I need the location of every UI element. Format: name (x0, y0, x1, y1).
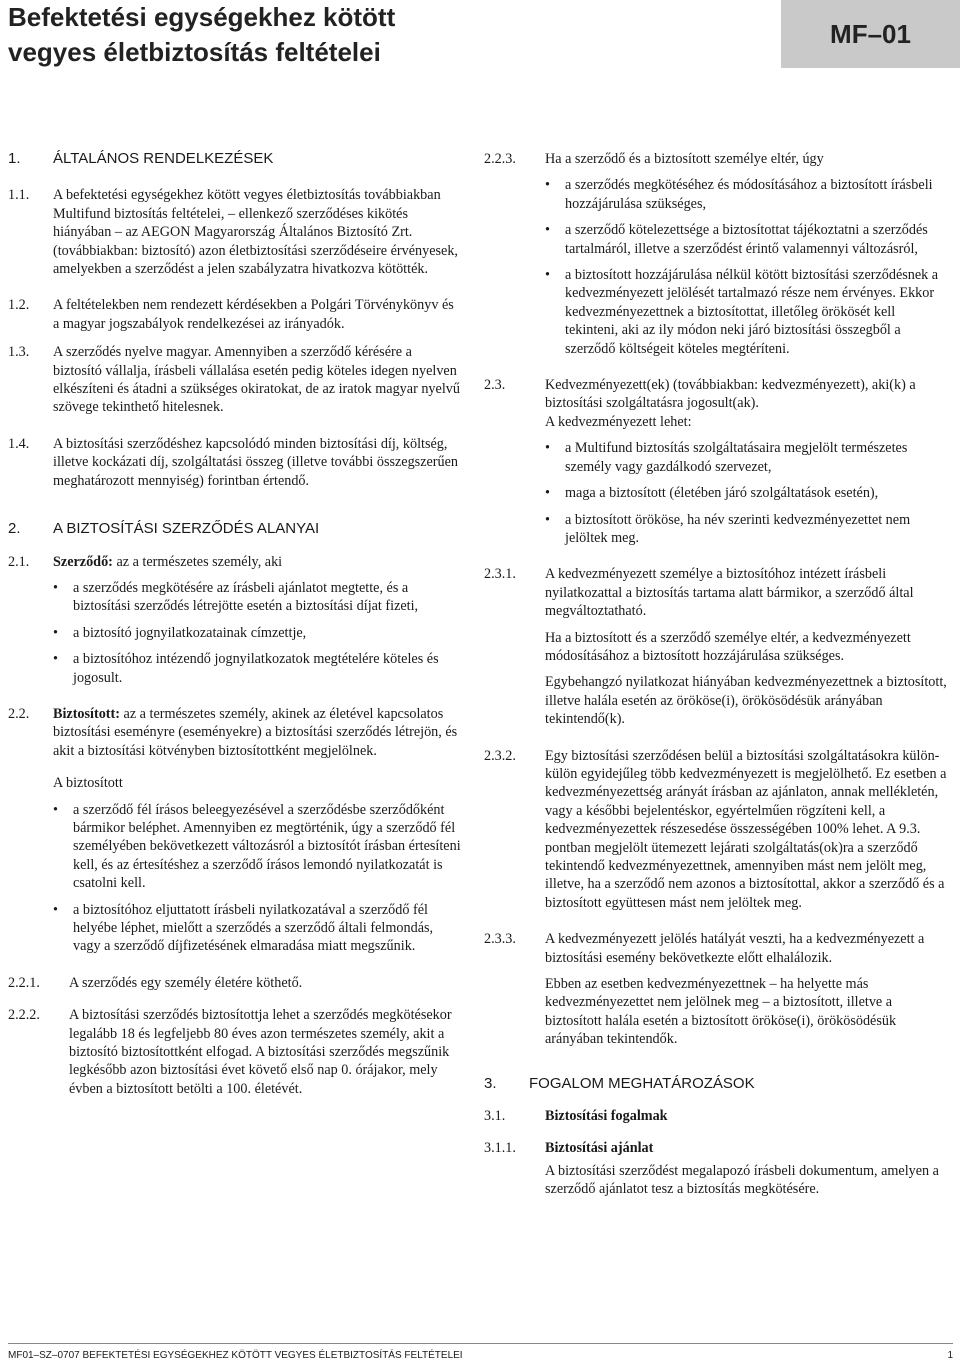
list-item: • a szerződés megkötéséhez és módosításához a biztosított írásbeli hozzájárulása szükséges, (545, 176, 949, 213)
list-item: • a szerződő fél írásos beleegyezésével a szerződésbe szerződőként bármikor beléphet. Amennyiben ez megtörténik, úgy a szerződő fél személyében bekövetkezett változásról a biztosítót írásban értesíteni kell, és az értesítéshez a szerződő írásos lemondó nyilatkozatát is csatolni kell. (53, 801, 463, 893)
clause-2-2-3: 2.2.3. Ha a szerződő és a biztosított személye eltér, úgy • a szerződés megkötéséhez és módosításához a biztosított írásbeli hozzájárulása szükséges, • a szerződő kötelezettsége a biztosítottat tájékoztatni a szerződés tartalmáról, illetve a szerződést érintő valamennyi változásról, • a biztosított hozzájárulása nélkül kötött biztosítási szerződésnek a kedvezményezett jelölését tartalmazó része nem érvényes. Ekkor kedvezményezettnek a biztosítottat, illetőleg örökösét kell tekinteni, aki az ily módon neki járó biztosítási összegből a szerződő költségeit köteles megtéríteni. (484, 150, 949, 358)
title-line-1: Befektetési egységekhez kötött (8, 2, 396, 32)
list-item: • a biztosított örököse, ha név szerinti kedvezményezettet nem jelöltek meg. (545, 511, 949, 548)
clause-1-4: 1.4. A biztosítási szerződéshez kapcsolódó minden biztosítási díj, költség, illetve kockázati díj, szolgáltatási összeg (illetve további összegszerűen meghatározott mennyiség) forintban értendő. (8, 435, 458, 489)
clause-1-1: 1.1. A befektetési egységekhez kötött vegyes életbiztosítás továbbiakban Multifund biztosítás feltételei, – ellenkező szerződéses kikötés hiányában – az AEGON Magyarország Általános Biztosító Zrt. (továbbiakban: biztosító) azon életbiztosítási szerződéseire érvényesek, amelyekben a szerződést a jelen szabályzatra hivatkozva kötötték. (8, 187, 458, 278)
clause-2-3-2: 2.3.2. Egy biztosítási szerződésen belül a biztosítási szolgáltatásokra külön-külön egyidejűleg több kedvezményezett is megjelölhető. Ez esetben a kedvezményezettség arányát írásban az ajánlaton, annak mellékletén, vagy a későbbi bejelentéskor, egyértelműen rögzíteni kell, a kedvezményezettek részesedése összességében 100% lehet. A 9.3. pontban megjelölt ütemezett lejárati szolgáltatás(ok)ra a szerződő tekintendő kedvezményezettnek, amennyiben mást nem jelölt meg, illetve, ha a szerződő nem azonos a biztosítottal, akkor a szerződő és a biztosított együttesen mást nem jelöltek meg. (484, 747, 947, 911)
clause-2-3-1: 2.3.1. A kedvezményezett személye a biztosítóhoz intézett írásbeli nyilatkozattal a biztosítás tartama alatt bármikor, a szerződő által megváltoztatható. Ha a biztosított és a szerződő személye eltér, a kedvezményezett módosításához a biztosított hozzájárulása szükséges. Egybehangzó nyilatkozat hiányában kedvezményezettnek a biztosított, illetve halála esetén az örököse(i), örökösödésük arányában tekintendő(k). (484, 566, 947, 728)
clause-2-3: 2.3. Kedvezményezett(ek) (továbbiakban: kedvezményezett), aki(k) a biztosítási szolgáltatásra jogosult(ak). A kedvezményezett lehet: • a Multifund biztosítás szolgáltatásaira megjelölt természetes személy vagy gazdálkodó szervezet, • maga a biztosított (életében járó szolgáltatások esetén), • a biztosított örököse, ha név szerinti kedvezményezettet nem jelöltek meg. (484, 376, 949, 547)
left-column (8, 150, 463, 1098)
clause-1-3: 1.3. A szerződés nyelve magyar. Amennyiben a szerződő kérésére a biztosító vállalja, írásbeli vállalása esetén pedig köteles idegen nyelven elkészíteni és átadni a szükséges okiratokat, de az iratok magyar nyelvű szövege tekinthető hitelesnek. (8, 344, 460, 416)
footer-divider (8, 1343, 953, 1344)
clause-2-3-lead: A kedvezményezett lehet: (545, 413, 692, 430)
clause-2-1: 2.1. Szerződő: az a természetes személy, aki • a szerződés megkötésére az írásbeli ajánlatot megtette, és a biztosítási szerződés létrejötte esetén a biztosítási díjat fizeti, • a biztosító jognyilatkozatainak címzettje, • a biztosítóhoz intézendő jognyilatkozatok megtételére köteles és jogosult. (8, 553, 463, 687)
clause-1-2: 1.2. A feltételekben nem rendezett kérdésekben a Polgári Törvénykönyv és a magyar jogszabályok rendelkezései az irányadók. (8, 297, 454, 332)
clause-2-2: 2.2. Biztosított: az a természetes személy, akinek az életével kapcsolatos biztosítási eseményre (eseményekre) a biztosítási szerződés létrejön, és akit a biztosítási kötvényben biztosítottként megjelölnek. A biztosított • a szerződő fél írásos beleegyezésével a szerződésbe szerződőként bármikor beléphet. Amennyiben ez megtörténik, úgy a szerződő fél személyében bekövetkezett változásról a biztosítót írásban értesíteni kell, és az értesítéshez a szerződő írásos lemondó nyilatkozatát is csatolni kell. • a biztosítóhoz eljuttatott írásbeli nyilatkozatával a szerződő fél helyébe léphet, mielőtt a szerződés a szerződő általi felmondás, vagy a szerződő díjfizetésének elmaradása miatt megszűnik. (8, 705, 463, 956)
term-szerzodo: Szerződő: (53, 553, 113, 570)
clause-3-1-1: 3.1.1. Biztosítási ajánlat A biztosítási szerződést megalapozó írásbeli dokumentum, amelyen a szerződő ajánlatot tesz a biztosítás megkötésére. (484, 1140, 939, 1198)
section-3-heading: 3. FOGALOM MEGHATÁROZÁSOK (484, 1074, 755, 1092)
clause-2-3-list (545, 439, 949, 547)
list-item: • a biztosító jognyilatkozatainak címzettje, (53, 624, 463, 642)
list-item: • a biztosított hozzájárulása nélkül kötött biztosítási szerződésnek a kedvezményezett jelölését tartalmazó része nem érvényes. Ekkor kedvezményezettnek a biztosítottat, illetőleg örökösét kell tekinteni, aki az ily módon neki járó biztosítási összegből a szerződő költségeit köteles megtéríteni. (545, 266, 949, 358)
right-column (484, 150, 949, 1199)
footer-text: MF01–SZ–0707 BEFEKTETÉSI EGYSÉGEKHEZ KÖTÖTT VEGYES ÉLETBIZTOSÍTÁS FELTÉTELEI (8, 1350, 463, 1361)
clause-2-2-lead: A biztosított (53, 775, 123, 792)
term-biztositott: Biztosított: (53, 705, 120, 722)
clause-3-1: 3.1. Biztosítási fogalmak (484, 1108, 668, 1125)
list-item: • a biztosítóhoz eljuttatott írásbeli nyilatkozatával a szerződő fél helyébe léphet, mielőtt a szerződés a szerződő általi felmondás, vagy a szerződő díjfizetésének elmaradása miatt megszűnik. (53, 901, 463, 956)
list-item: • a Multifund biztosítás szolgáltatásaira megjelölt természetes személy vagy gazdálkodó szervezet, (545, 439, 949, 476)
section-2-heading: 2. A BIZTOSÍTÁSI SZERZŐDÉS ALANYAI (8, 520, 320, 538)
clause-2-1-list (53, 579, 463, 687)
clause-2-2-list (53, 801, 463, 956)
document-code-badge (781, 0, 960, 68)
list-item: • a szerződő kötelezettsége a biztosítottat tájékoztatni a szerződés tartalmáról, illetve a szerződést érintő valamennyi változásról, (545, 221, 949, 258)
clause-2-2-2: 2.2.2. A biztosítási szerződés biztosítottja lehet a szerződés megkötésekor legalább 18 és legfeljebb 80 éves azon természetes személy, akit a biztosító biztosítottként elfogad. A biztosítási szerződés megszűnik legkésőbb azon biztosítási évet követő első nap 0. órájakor, mely évben a biztosított betölti a 100. életévét. (8, 1007, 452, 1097)
clause-2-2-3-list (545, 176, 949, 358)
clause-2-3-3: 2.3.3. A kedvezményezett jelölés hatályát veszti, ha a kedvezményezett a biztosítási esemény bekövetkezte előtt elhalálozik. Ebben az esetben kedvezményezettnek – ha helyette más kedvezményezettet nem jelölnek meg – a biztosított, illetve a biztosított halála esetén a biztosított örököse(i), örökösödésük arányában tekintendők. (484, 931, 925, 1048)
list-item: • maga a biztosított (életében járó szolgáltatások esetén), (545, 484, 949, 502)
section-1-heading: 1. ÁLTALÁNOS RENDELKEZÉSEK (8, 150, 274, 167)
list-item: • a biztosítóhoz intézendő jognyilatkozatok megtételére köteles és jogosult. (53, 650, 463, 687)
clause-2-2-1: 2.2.1. A szerződés egy személy életére köthető. (8, 974, 303, 991)
document-title (8, 0, 708, 70)
document-code: MF–01 (830, 18, 911, 49)
list-item: • a szerződés megkötésére az írásbeli ajánlatot megtette, és a biztosítási szerződés létrejötte esetén a biztosítási díjat fizeti, (53, 579, 463, 616)
page-number: 1 (947, 1350, 953, 1361)
title-line-2: vegyes életbiztosítás feltételei (8, 37, 381, 67)
